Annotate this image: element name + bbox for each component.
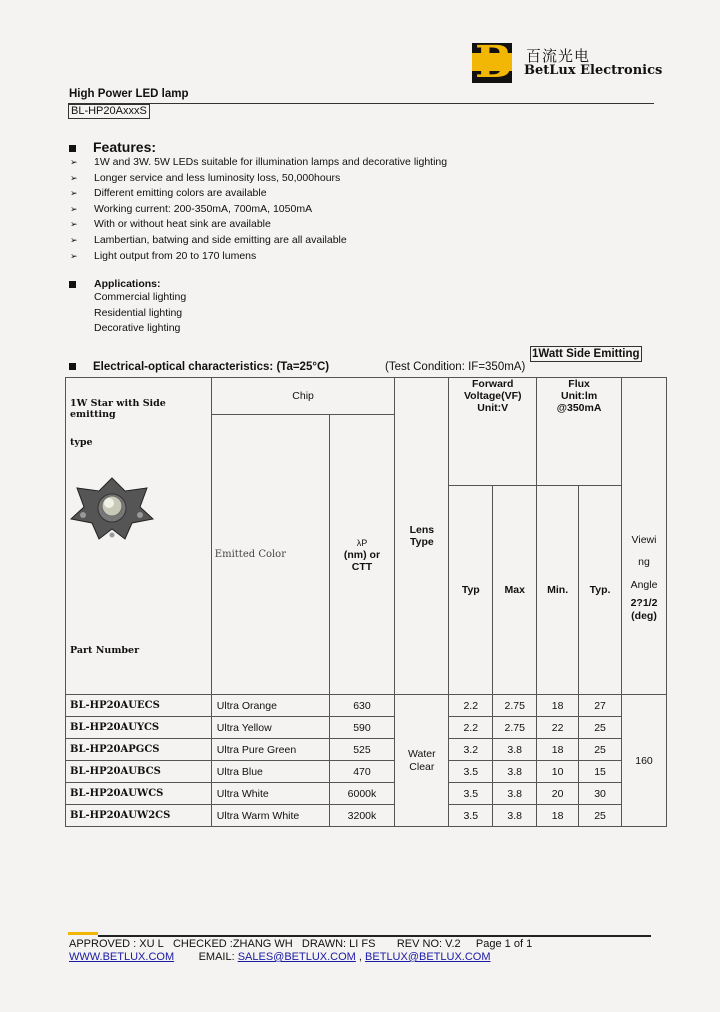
flux-typ-header: Typ. (579, 486, 622, 695)
bullet-square-icon (69, 281, 76, 288)
contact-line (69, 951, 491, 963)
approval-line (69, 938, 532, 950)
checked-by: CHECKED :ZHANG WH (172, 938, 293, 950)
arrow-bullet-icon: ➢ (70, 203, 78, 214)
viewing-angle-value: 160 (622, 695, 667, 827)
arrow-bullet-icon: ➢ (70, 250, 78, 261)
logo-letter: B (475, 37, 513, 88)
test-condition: (Test Condition: IF=350mA) (385, 361, 526, 373)
feature-item: ➢ Lambertian, batwing and side emitting are all available (69, 233, 629, 249)
lens-type-header: Lens Type (395, 378, 449, 695)
part-number-label: Part Number (70, 645, 140, 656)
header-rule (68, 103, 654, 104)
features-title: Features: (93, 139, 157, 155)
table-row: BL-HP20APGCS Ultra Pure Green 525 3.2 3.8 18 25 (66, 739, 667, 761)
company-name: BetLux Electronics (524, 63, 663, 78)
flux-min-header: Min. (537, 486, 579, 695)
betlux-email-link[interactable]: BETLUX@BETLUX.COM (365, 951, 491, 963)
features-list (69, 155, 629, 264)
arrow-bullet-icon: ➢ (70, 219, 78, 230)
arrow-bullet-icon: ➢ (70, 234, 78, 245)
approved-by: APPROVED : XU L (69, 938, 164, 950)
footer-rule (98, 935, 651, 937)
vf-typ-header: Typ (449, 486, 493, 695)
arrow-bullet-icon: ➢ (70, 172, 78, 183)
table-row: BL-HP20AUYCS Ultra Yellow 590 2.2 2.75 22 25 (66, 717, 667, 739)
feature-item: ➢ Longer service and less luminosity loss, 50,000hours (69, 171, 629, 187)
spec-table (65, 377, 667, 827)
part-series: BL-HP20AxxxS (68, 104, 150, 119)
company-logo (472, 37, 513, 88)
application-item: Residential lighting (94, 306, 183, 319)
drawn-by: DRAWN: LI FS (301, 938, 376, 950)
flux-header: Flux Unit:lm @350mA (537, 378, 622, 486)
wavelength-header: λP (nm) or CTT (329, 415, 395, 695)
feature-item: ➢ Different emitting colors are available (69, 186, 629, 202)
applications-heading: Applications: (69, 278, 161, 290)
table-row: BL-HP20AUBCS Ultra Blue 470 3.5 3.8 10 15 (66, 761, 667, 783)
lens-value: Water Clear (395, 695, 449, 827)
viewing-angle-header: Viewi ng Angle 2?1/2 (deg) (622, 378, 667, 695)
table-row: BL-HP20AUW2CS Ultra Warm White 3200k 3.5 3.8 18 25 (66, 805, 667, 827)
product-type: High Power LED lamp (69, 88, 189, 100)
table-row: BL-HP20AUWCS Ultra White 6000k 3.5 3.8 20 30 (66, 783, 667, 805)
chip-header: Chip (211, 378, 395, 415)
feature-item: ➢ 1W and 3W. 5W LEDs suitable for illumination lamps and decorative lighting (69, 155, 629, 171)
sales-email-link[interactable]: SALES@BETLUX.COM (237, 951, 356, 963)
application-item: Commercial lighting (94, 291, 187, 303)
feature-item: ➢ Working current: 200-350mA, 700mA, 1050mA (69, 202, 629, 218)
vf-max-header: Max (493, 486, 537, 695)
email-label: EMAIL: (198, 951, 235, 963)
forward-voltage-header: Forward Voltage(VF) Unit:V (449, 378, 537, 486)
feature-item: ➢ Light output from 20 to 170 lumens (69, 249, 629, 265)
arrow-bullet-icon: ➢ (70, 157, 78, 167)
image-caption: 1W Star with Side emitting (70, 398, 166, 420)
feature-item: ➢ With or without heat sink are available (69, 217, 629, 233)
footer-accent (68, 932, 98, 935)
website-link[interactable]: WWW.BETLUX.COM (69, 951, 175, 963)
revision: REV NO: V.2 (396, 938, 461, 950)
features-heading (69, 139, 156, 155)
star-led-image (69, 475, 155, 541)
applications-list (94, 290, 186, 337)
email-separator: , (358, 951, 362, 963)
table-row: BL-HP20AUECS Ultra Orange 630 Water Clear 2.2 2.75 18 27 160 (66, 695, 667, 717)
page-number: Page 1 of 1 (475, 938, 533, 950)
application-item: Decorative lighting (94, 322, 181, 335)
logo-chinese-name: 百流光电 (526, 47, 591, 65)
bullet-square-icon (69, 363, 76, 370)
image-caption-type: type (70, 437, 93, 448)
bullet-square-icon (69, 145, 76, 152)
section-badge: 1Watt Side Emitting (532, 348, 640, 360)
electrical-heading: Electrical-optical characteristics: (Ta=25°C) (69, 361, 329, 373)
emitted-color-header: Emitted Color (211, 415, 329, 695)
image-cell (66, 378, 212, 695)
arrow-bullet-icon: ➢ (70, 188, 78, 199)
